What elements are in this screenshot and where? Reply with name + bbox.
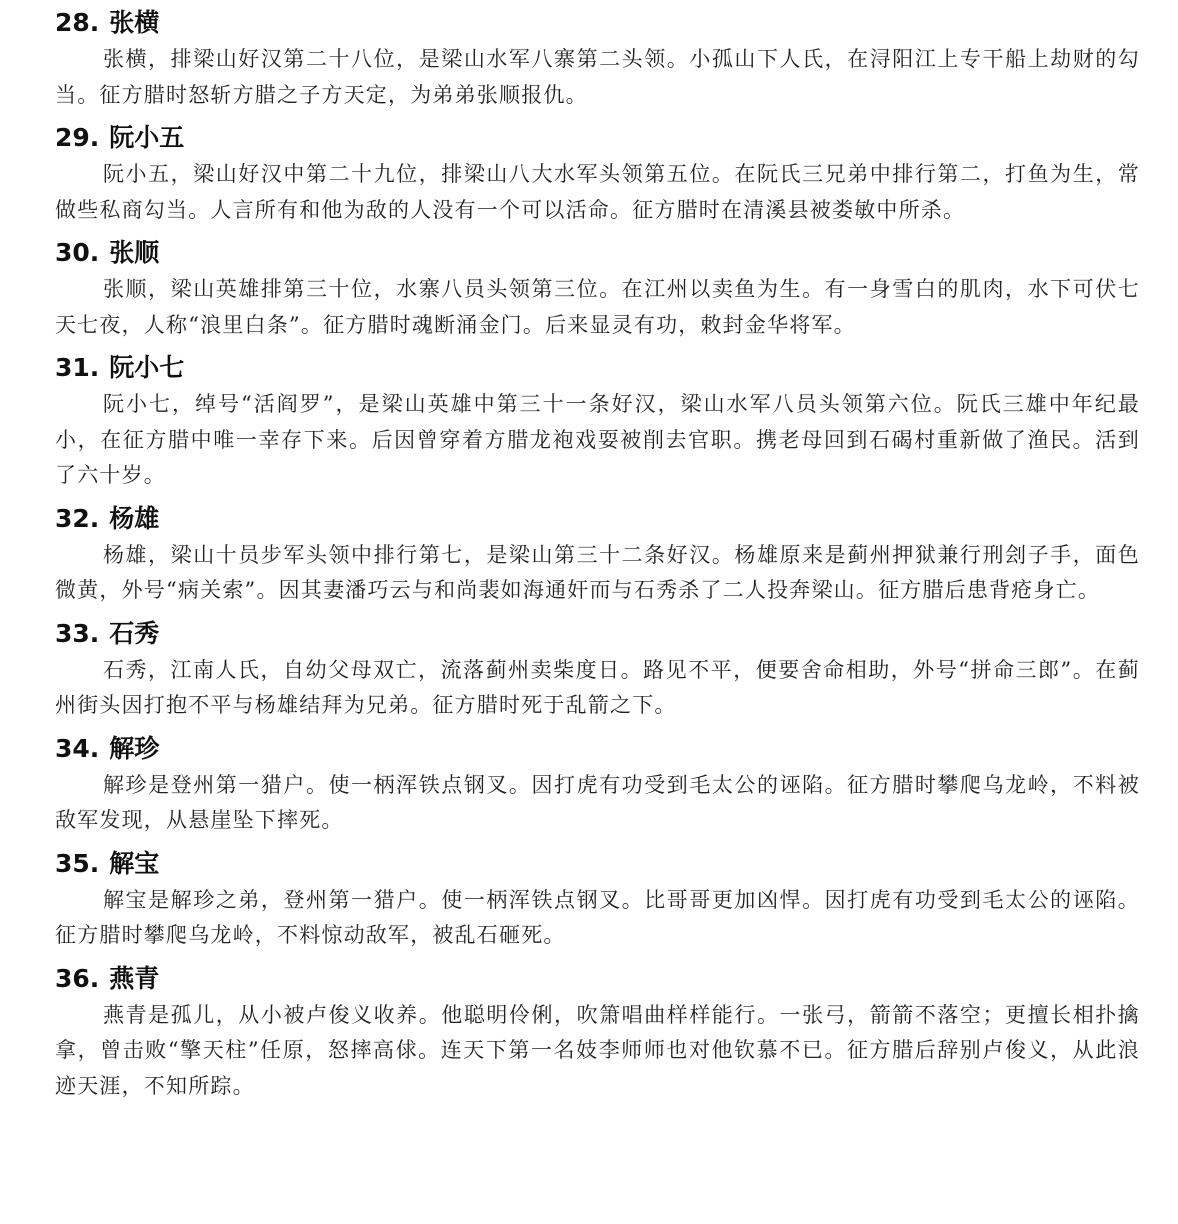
entry-heading bbox=[55, 730, 1140, 768]
entry-paragraph: 解珍是登州第一猎户。使一柄浑铁点钢叉。因打虎有功受到毛太公的诬陷。征方腊时攀爬乌龙岭，不料被敌军发现，从悬崖坠下摔死。 bbox=[55, 772, 1140, 832]
entry-number: 34. bbox=[55, 733, 100, 763]
entry-number: 32. bbox=[55, 503, 100, 533]
entry-number: 30. bbox=[55, 238, 100, 267]
entry-heading bbox=[55, 845, 1140, 883]
entry-name: 张横 bbox=[109, 8, 160, 37]
entry-name: 阮小五 bbox=[109, 123, 185, 152]
entry-31 bbox=[55, 349, 1140, 494]
entry-name: 杨雄 bbox=[109, 503, 160, 533]
entry-paragraph: 阮小五，梁山好汉中第二十九位，排梁山八大水军头领第五位。在阮氏三兄弟中排行第二，打鱼为生，常做些私商勾当。人言所有和他为敌的人没有一个可以活命。征方腊时在清溪县被娄敏中所杀。 bbox=[55, 162, 1140, 222]
entry-name: 燕青 bbox=[109, 963, 160, 993]
entry-paragraph: 张横，排梁山好汉第二十八位，是梁山水军八寨第二头领。小孤山下人氏，在浔阳江上专干船上劫财的勾当。征方腊时怒斩方腊之子方天定，为弟弟张顺报仇。 bbox=[55, 47, 1140, 107]
entry-heading bbox=[55, 119, 1140, 157]
entry-heading bbox=[55, 960, 1140, 998]
entry-heading bbox=[55, 615, 1140, 653]
entry-heading bbox=[55, 500, 1140, 538]
entry-30 bbox=[55, 234, 1140, 343]
entry-name: 阮小七 bbox=[109, 353, 185, 382]
entry-34 bbox=[55, 730, 1140, 839]
entry-name: 解宝 bbox=[109, 848, 160, 878]
entry-number: 33. bbox=[55, 618, 100, 648]
entry-number: 31. bbox=[55, 353, 100, 382]
entry-paragraph: 张顺，梁山英雄排第三十位，水寨八员头领第三位。在江州以卖鱼为生。有一身雪白的肌肉，水下可伏七天七夜，人称“浪里白条”。征方腊时魂断涌金门。后来显灵有功，敕封金华将军。 bbox=[55, 277, 1140, 337]
entry-35 bbox=[55, 845, 1140, 954]
entry-number: 28. bbox=[55, 8, 100, 37]
entry-paragraph: 杨雄，梁山十员步军头领中排行第七，是梁山第三十二条好汉。杨雄原来是蓟州押狱兼行刑刽子手，面色微黄，外号“病关索”。因其妻潘巧云与和尚裴如海通奸而与石秀杀了二人投奔梁山。征方腊后患背疮身亡。 bbox=[55, 542, 1140, 602]
entry-32 bbox=[55, 500, 1140, 609]
entry-36 bbox=[55, 960, 1140, 1105]
entry-paragraph: 石秀，江南人氏，自幼父母双亡，流落蓟州卖柴度日。路见不平，便要舍命相助，外号“拼命三郎”。在蓟州街头因打抱不平与杨雄结拜为兄弟。征方腊时死于乱箭之下。 bbox=[55, 657, 1140, 717]
entry-paragraph: 解宝是解珍之弟，登州第一猎户。使一柄浑铁点钢叉。比哥哥更加凶悍。因打虎有功受到毛太公的诬陷。征方腊时攀爬乌龙岭，不料惊动敌军，被乱石砸死。 bbox=[55, 887, 1140, 947]
entry-33 bbox=[55, 615, 1140, 724]
entry-29 bbox=[55, 119, 1140, 228]
entry-number: 36. bbox=[55, 963, 100, 993]
entry-heading bbox=[55, 234, 1140, 272]
entry-paragraph: 燕青是孤儿，从小被卢俊义收养。他聪明伶俐，吹箫唱曲样样能行。一张弓，箭箭不落空；更擅长相扑擒拿，曾击败“擎天柱”任原，怒摔高俅。连天下第一名妓李师师也对他钦慕不已。征方腊后辞别卢俊义，从此浪迹天涯，不知所踪。 bbox=[55, 1002, 1140, 1098]
entry-28 bbox=[55, 4, 1140, 113]
entry-number: 29. bbox=[55, 123, 100, 152]
entry-number: 35. bbox=[55, 848, 100, 878]
entry-heading bbox=[55, 4, 1140, 42]
entry-heading bbox=[55, 349, 1140, 387]
entry-name: 解珍 bbox=[109, 733, 160, 763]
entry-name: 石秀 bbox=[109, 618, 160, 648]
entry-paragraph: 阮小七，绰号“活阎罗”，是梁山英雄中第三十一条好汉，梁山水军八员头领第六位。阮氏三雄中年纪最小，在征方腊中唯一幸存下来。后因曾穿着方腊龙袍戏耍被削去官职。携老母回到石碣村重新做了渔民。活到了六十岁。 bbox=[55, 392, 1140, 487]
entry-name: 张顺 bbox=[109, 238, 160, 267]
